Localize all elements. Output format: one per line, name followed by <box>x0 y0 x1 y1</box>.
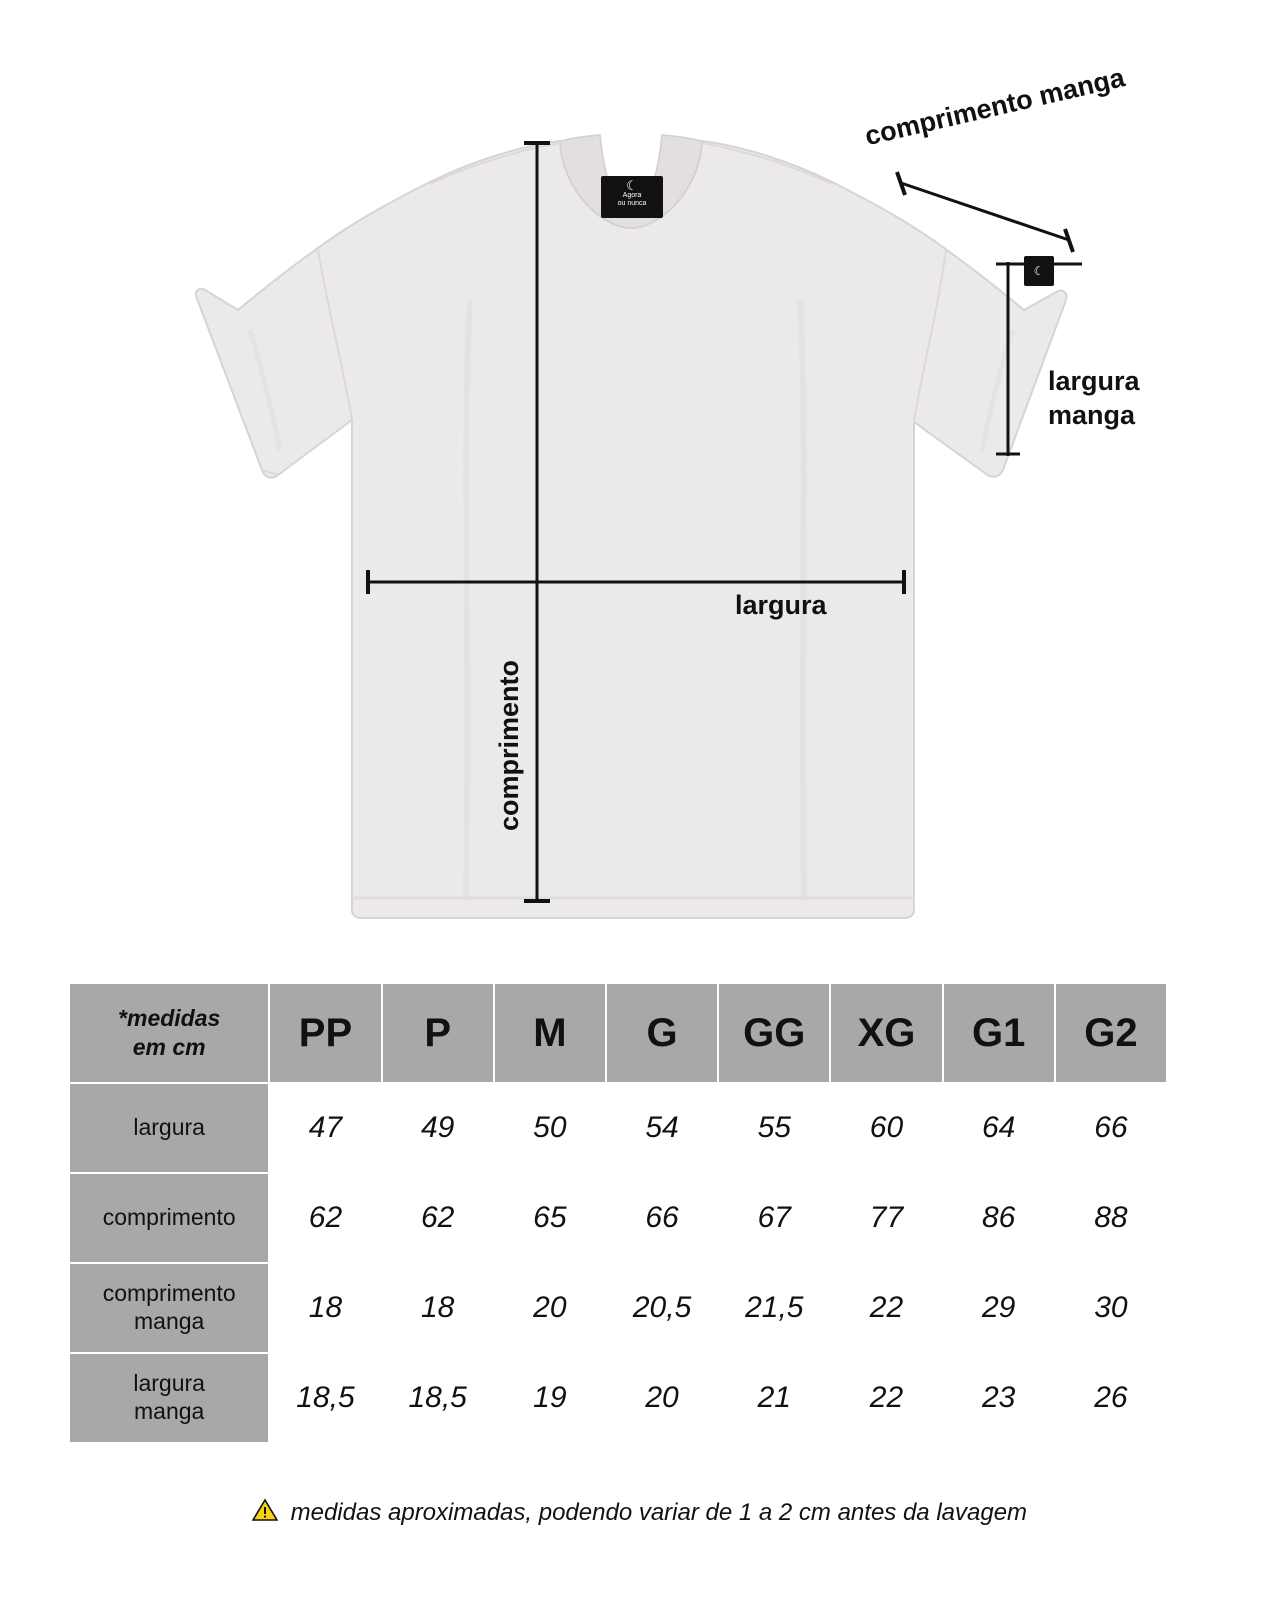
row-label-largura-manga <box>69 1353 269 1443</box>
cell-largura-manga-m: 19 <box>494 1353 606 1443</box>
table-row <box>69 1083 1167 1173</box>
cell-comprimento-gg: 67 <box>718 1173 830 1263</box>
cell-largura-manga-g2: 26 <box>1055 1353 1167 1443</box>
footnote <box>0 1498 1279 1529</box>
cell-comprimento-m: 65 <box>494 1173 606 1263</box>
cell-comprimento-manga-gg: 21,5 <box>718 1263 830 1353</box>
footnote-text: medidas aproximadas, podendo variar de 1 a 2 cm antes da lavagem <box>290 1499 1028 1526</box>
cell-comprimento-xg: 77 <box>830 1173 942 1263</box>
crescent-moon-icon: ☾ <box>626 178 638 193</box>
size-header-xg: XG <box>830 983 942 1083</box>
size-header-pp: PP <box>269 983 381 1083</box>
cell-largura-manga-gg: 21 <box>718 1353 830 1443</box>
size-header-p: P <box>382 983 494 1083</box>
cell-largura-pp: 47 <box>269 1083 381 1173</box>
corner-label-line1: *medidas <box>118 1005 221 1032</box>
cell-largura-manga-p: 18,5 <box>382 1353 494 1443</box>
table-row <box>69 1173 1167 1263</box>
cell-comprimento-p: 62 <box>382 1173 494 1263</box>
cell-comprimento-g1: 86 <box>943 1173 1055 1263</box>
cell-largura-p: 49 <box>382 1083 494 1173</box>
row-label-line2: manga <box>134 1308 205 1334</box>
cell-comprimento-manga-pp: 18 <box>269 1263 381 1353</box>
size-header-g1: G1 <box>943 983 1055 1083</box>
row-label-line1: largura <box>133 1370 205 1397</box>
sleeve-brand-tag <box>1024 256 1054 286</box>
neck-tag-line2: ou nunca <box>617 199 647 207</box>
label-sleeve-width <box>1048 365 1140 433</box>
cell-largura-g2: 66 <box>1055 1083 1167 1173</box>
table-row <box>69 1263 1167 1353</box>
table-row <box>69 1353 1167 1443</box>
cell-largura-xg: 60 <box>830 1083 942 1173</box>
size-header-gg: GG <box>718 983 830 1083</box>
cell-comprimento-manga-g2: 30 <box>1055 1263 1167 1353</box>
size-chart <box>68 982 1168 1444</box>
cell-largura-manga-pp: 18,5 <box>269 1353 381 1443</box>
cell-largura-g: 54 <box>606 1083 718 1173</box>
size-table <box>68 982 1168 1444</box>
label-sleeve-length: comprimento manga <box>862 62 1128 152</box>
size-header-g: G <box>606 983 718 1083</box>
row-label-comprimento-manga <box>69 1263 269 1353</box>
cell-comprimento-manga-xg: 22 <box>830 1263 942 1353</box>
cell-largura-m: 50 <box>494 1083 606 1173</box>
row-label-largura: largura <box>69 1083 269 1173</box>
neck-brand-tag <box>601 176 663 218</box>
tshirt-shape <box>196 135 1067 918</box>
row-label-comprimento: comprimento <box>69 1173 269 1263</box>
cell-comprimento-pp: 62 <box>269 1173 381 1263</box>
cell-largura-gg: 55 <box>718 1083 830 1173</box>
row-label-line2: manga <box>134 1398 205 1424</box>
label-sleeve-width-line2: manga <box>1048 399 1136 430</box>
warning-triangle-icon <box>252 1498 278 1529</box>
size-header-g2: G2 <box>1055 983 1167 1083</box>
cell-largura-manga-g1: 23 <box>943 1353 1055 1443</box>
cell-comprimento-manga-p: 18 <box>382 1263 494 1353</box>
cell-comprimento-manga-m: 20 <box>494 1263 606 1353</box>
cell-largura-manga-g: 20 <box>606 1353 718 1443</box>
row-label-line1: comprimento <box>102 1280 236 1307</box>
cell-largura-manga-xg: 22 <box>830 1353 942 1443</box>
table-corner-label <box>69 983 269 1083</box>
cell-comprimento-g: 66 <box>606 1173 718 1263</box>
label-width: largura <box>735 590 827 620</box>
cell-largura-g1: 64 <box>943 1083 1055 1173</box>
crescent-moon-icon: ☾ <box>1033 264 1045 278</box>
neck-tag-line1: Agora <box>622 192 642 199</box>
cell-comprimento-g2: 88 <box>1055 1173 1167 1263</box>
label-length: comprimento <box>494 660 524 832</box>
cell-comprimento-manga-g: 20,5 <box>606 1263 718 1353</box>
label-sleeve-width-line1: largura <box>1048 366 1140 396</box>
size-header-m: M <box>494 983 606 1083</box>
table-header-row <box>69 983 1167 1083</box>
corner-label-line2: em cm <box>132 1034 206 1060</box>
cell-comprimento-manga-g1: 29 <box>943 1263 1055 1353</box>
